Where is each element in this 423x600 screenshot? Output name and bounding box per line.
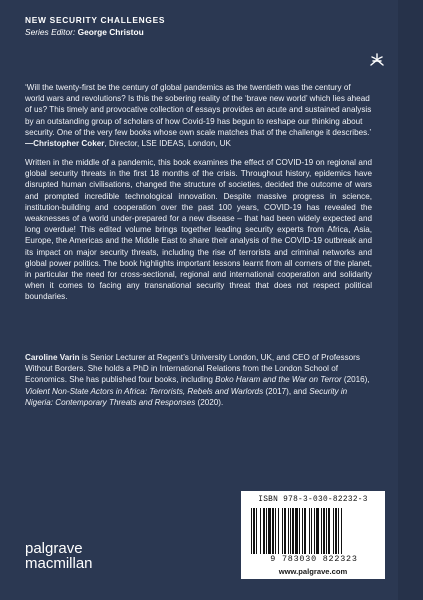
quote-text: ‘Will the twenty-first be the century of global pandemics as the twentieth was the century of world wars and revolutions? Is this the sobering reality of the ‘brave new world’ which lies ahead of us? This timely and provocative collection of essays provides an acute and sustained analysis by an outstanding group of scholars of how Covid-19 has begun to reshape our thinking about security. One of the very few books whose own scale matches that of the challenge it describes.’ (25, 83, 372, 137)
author-book-1: Boko Haram and the War on Terror (215, 375, 342, 385)
author-bio (25, 352, 372, 408)
series-editor (25, 27, 165, 37)
author-name: Caroline Varin (25, 353, 80, 362)
author-book-2: Violent Non-State Actors in Africa: Terrorists, Rebels and Warlords (25, 386, 264, 396)
author-book-3: Security in Nigeria: Contemporary Threats and Responses (25, 386, 348, 407)
book-description: Written in the middle of a pandemic, this book examines the effect of COVID-19 on regional and global security threats in the first 18 months of the crisis. Throughout history, epidemics have disrupted human civilisations, changed the structure of societies, decided the outcome of wars and prompted incredible technological innovation. Despite massive progress in science, institution-building and cooperation over the past 100 years, COVID-19 has revealed the weaknesses of a world under-prepared for a new disease – that had been widely expected and long overdue! This edited volume brings together leading security experts from Africa, Asia, Europe, the Americas and the Middle East to share their analysis of the COVID-19 outbreak and its impact on major security threats, including the rise of terrorists and criminal networks and global power politics. The book highlights important lessons learnt from all corners of the planet, in particular the need for cross-sectional, regional and international cooperation and solidarity when it comes to facing any transnational security threat that does not respect political boundaries. (25, 158, 372, 302)
author-intro: is Senior Lecturer at Regent’s University London, UK, and CEO of Professors Without Borders. She holds a PhD in International Relations from the London School of Economics. She has published four books, including (25, 353, 360, 385)
series-header (25, 15, 165, 37)
isbn-label: ISBN 978-3-030-82232-3 (258, 496, 368, 504)
publisher-url: www.palgrave.com (241, 567, 385, 579)
quote-attribution-affiliation: , Director, LSE IDEAS, London, UK (104, 139, 231, 149)
springer-logo-icon (369, 52, 385, 68)
series-editor-role: Series Editor: (25, 27, 76, 37)
author-mid-2: (2017), and (263, 386, 310, 396)
isbn-digits: 9 783030 822323 (270, 554, 358, 564)
endorsement-quote (25, 82, 372, 149)
publisher-logo (25, 541, 93, 571)
barcode-box (241, 491, 385, 579)
author-end: (2020). (195, 397, 224, 407)
series-editor-name: George Christou (77, 27, 144, 37)
author-mid-1: (2016), (341, 375, 370, 385)
publisher-line-2: macmillan (25, 555, 93, 572)
quote-attribution-name: —Christopher Coker (25, 139, 105, 149)
barcode-icon (251, 508, 375, 554)
publisher-line-1: palgrave (25, 540, 83, 557)
spine-strip (398, 0, 423, 600)
series-title: NEW SECURITY CHALLENGES (25, 15, 166, 25)
